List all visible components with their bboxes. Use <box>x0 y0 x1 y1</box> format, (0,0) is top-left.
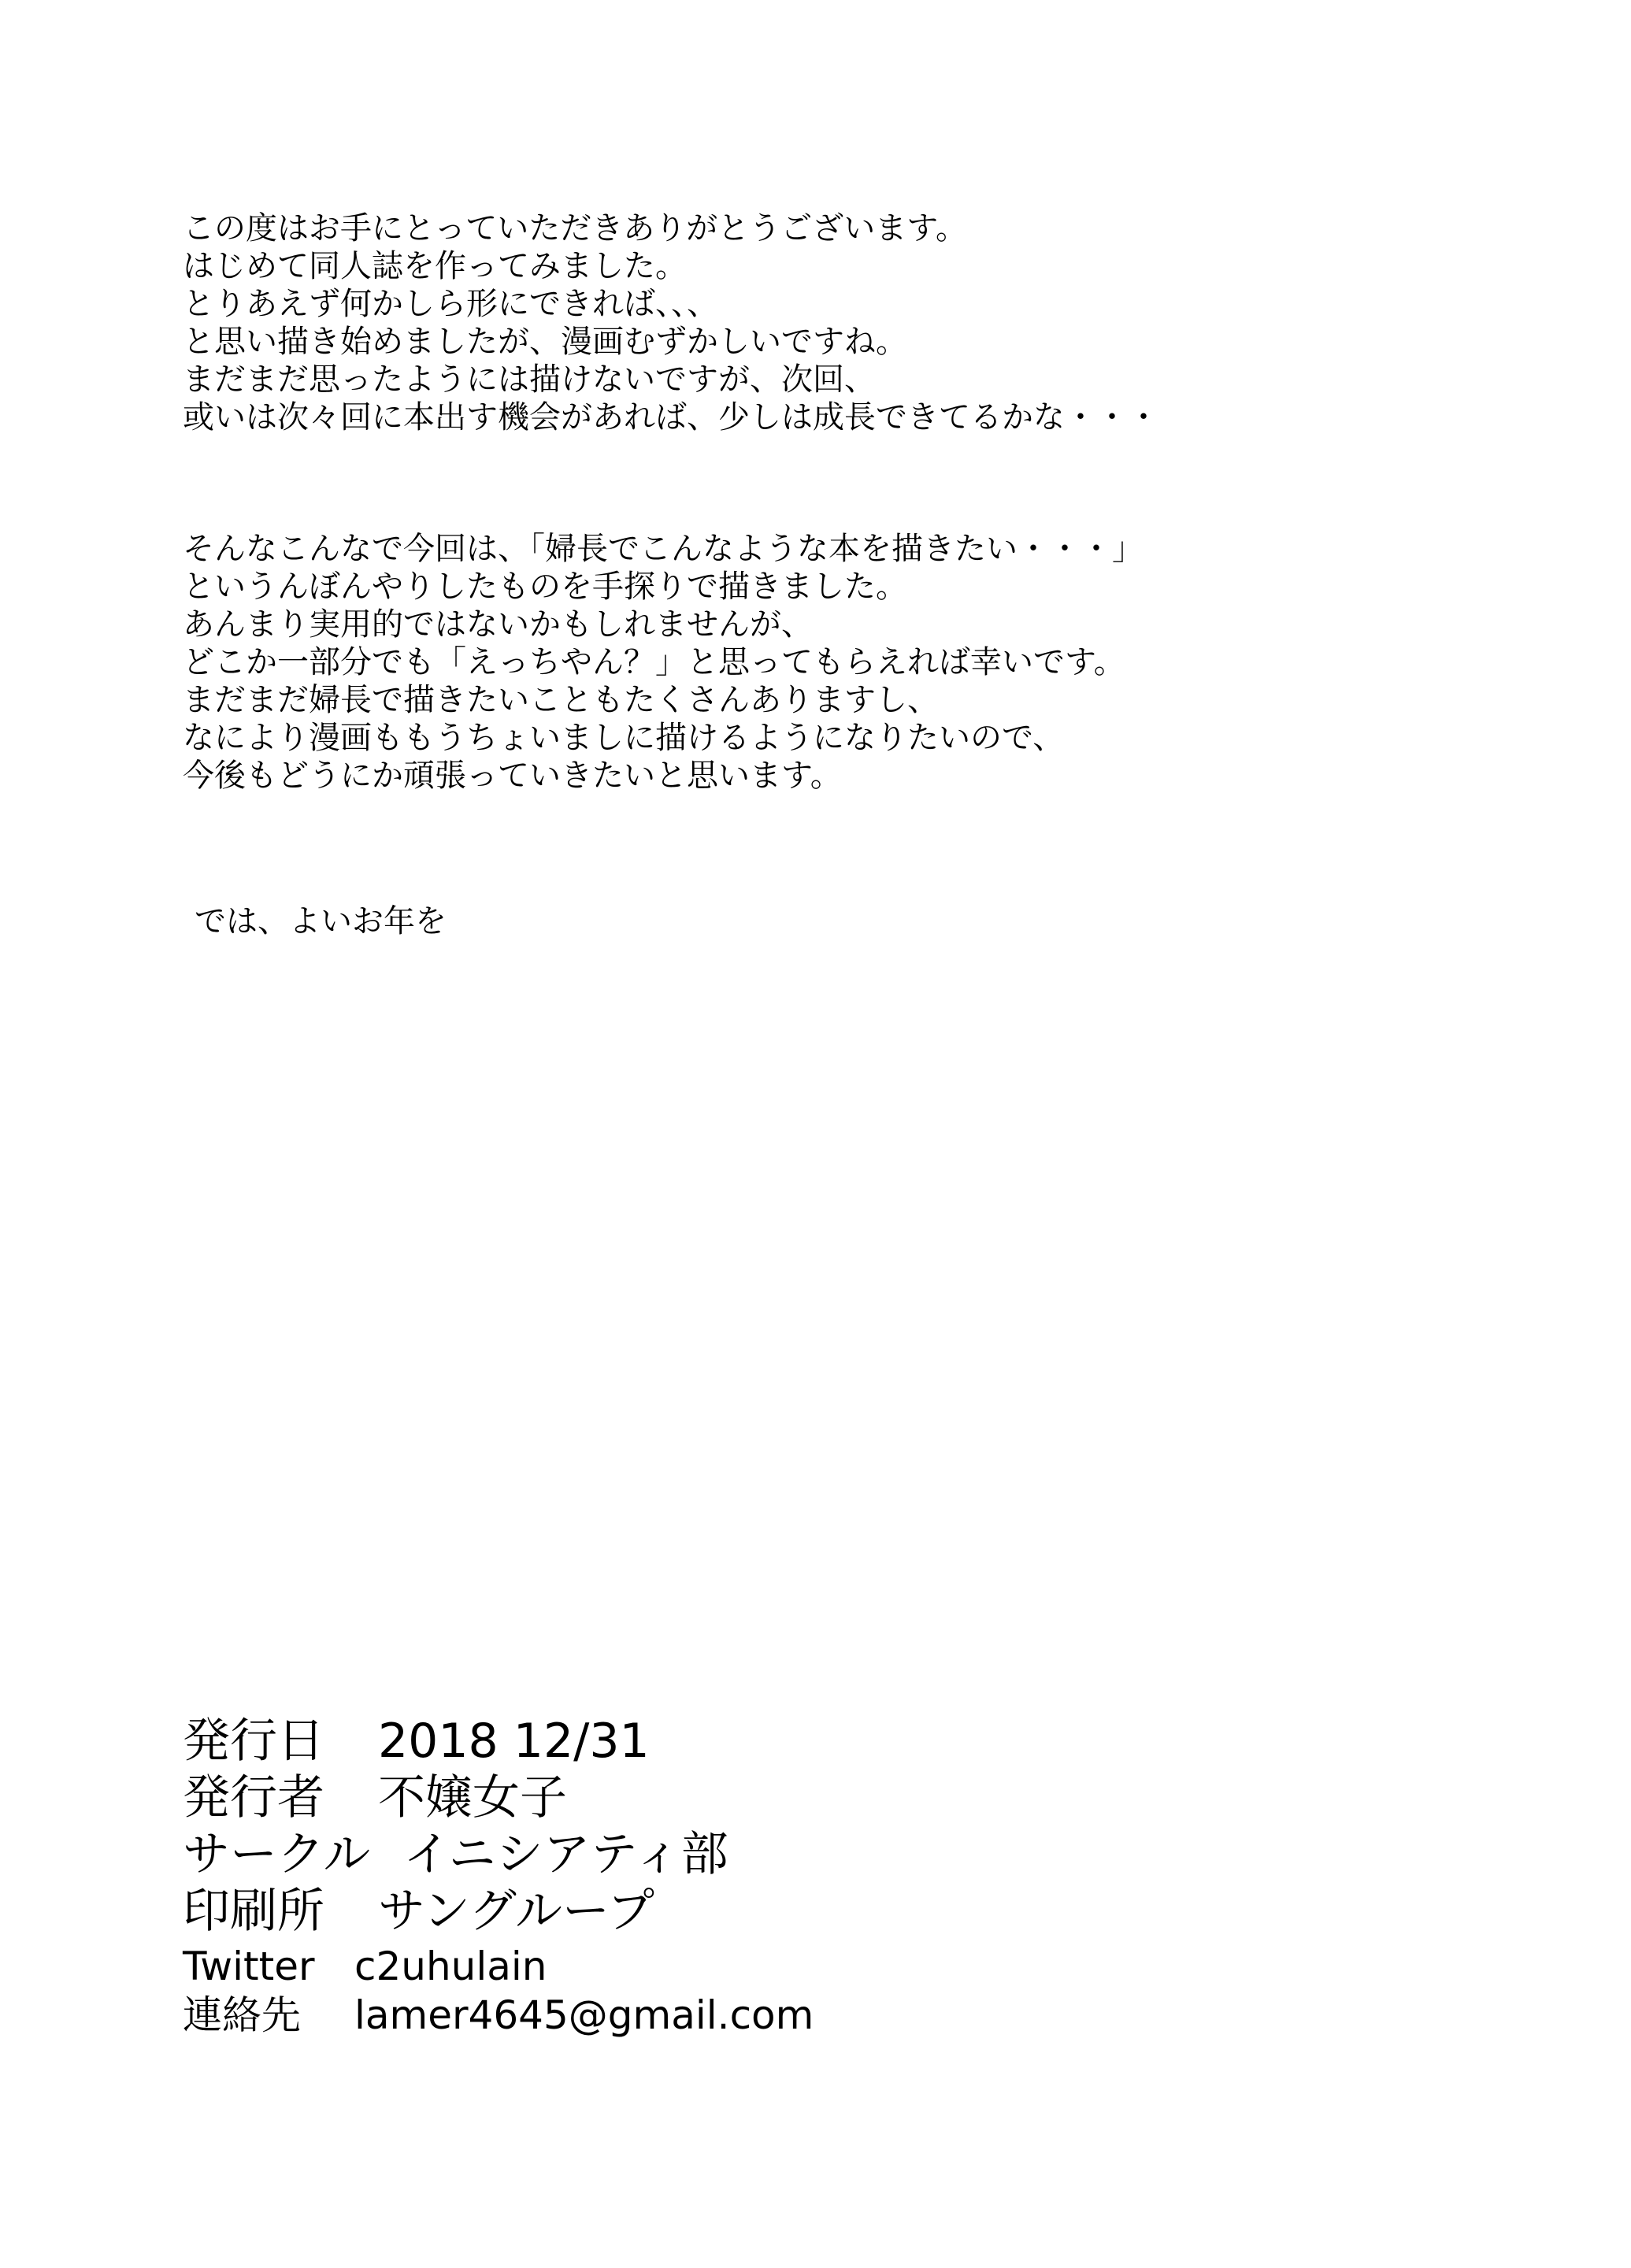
text-line: この度はお手にとっていただきありがとうございます。 <box>183 210 967 246</box>
text-line: あんまり実用的ではないかもしれませんが、 <box>183 606 813 643</box>
circle-value: イニシアティ部 <box>403 1827 728 1882</box>
issue-date-label: 発行日 <box>183 1714 324 1769</box>
afterword-paragraph-2 <box>183 530 1585 795</box>
afterword-paragraph-1 <box>183 209 1585 436</box>
colophon-publisher <box>183 1770 1522 1825</box>
text-line: まだまだ思ったようには描けないですが、次回、 <box>183 361 876 398</box>
text-line: とりあえず何かしら形にできれば、、、 <box>183 286 718 322</box>
twitter-handle: c2uhulain <box>354 1944 547 1989</box>
contact-label: 連絡先 <box>183 1992 301 2038</box>
issue-date-value: 2018 12/31 <box>378 1714 650 1769</box>
text-line: どこか一部分でも「えっちやん？」と思ってもらえれば幸いです。 <box>183 644 1125 680</box>
closing-greeting: では、よいお年を <box>195 903 447 939</box>
text-line: そんなこんなで今回は、「婦長でこんなような本を描きたい・・・」 <box>183 531 1144 567</box>
text-line: まだまだ婦長で描きたいこともたくさんありますし、 <box>183 682 939 718</box>
circle-label: サークル <box>183 1827 371 1882</box>
text-line: なにより漫画ももうちょいましに描けるようになりたいので、 <box>183 720 1065 756</box>
colophon-contact <box>183 1992 1522 2038</box>
text-line: 今後もどうにか頑張っていきたいと思います。 <box>183 758 842 794</box>
printer-label: 印刷所 <box>183 1884 324 1939</box>
colophon-issue-date <box>183 1714 1522 1769</box>
contact-email: lamer4645@gmail.com <box>354 1992 814 2038</box>
text-line: というんぼんやりしたものを手探りで描きました。 <box>183 569 907 605</box>
colophon <box>183 1714 1522 2038</box>
publisher-label: 発行者 <box>183 1770 324 1825</box>
colophon-twitter <box>183 1944 1522 1989</box>
text-line: 或いは次々回に本出す機会があれば、少しは成長できてるかな・・・ <box>183 399 1159 435</box>
text-line: と思い描き始めましたが、漫画むずかしいですね。 <box>183 324 907 360</box>
text-line: はじめて同人誌を作ってみました。 <box>183 248 687 284</box>
colophon-printer <box>183 1884 1522 1939</box>
colophon-circle <box>183 1827 1522 1882</box>
printer-value: サングループ <box>378 1884 654 1939</box>
publisher-value: 不嬢女子 <box>378 1770 567 1825</box>
twitter-label: Twitter <box>183 1944 315 1989</box>
